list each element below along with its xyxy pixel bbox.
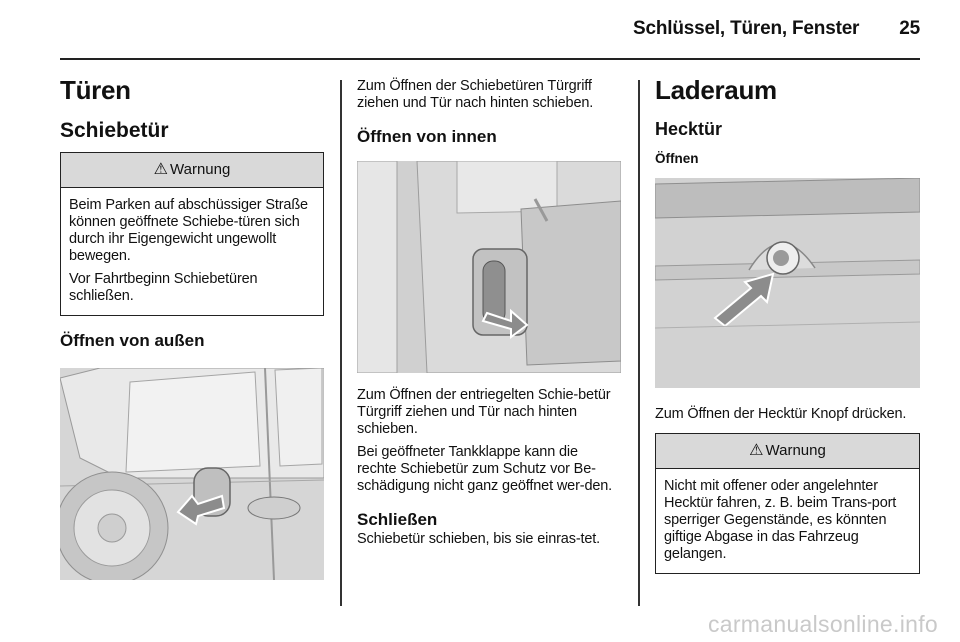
subsection-title-sliding-door: Schiebetür	[60, 119, 169, 142]
tailgate-button-drawing	[655, 178, 920, 388]
header-title: Schlüssel, Türen, Fenster	[633, 18, 860, 39]
running-header	[0, 18, 920, 40]
column-1	[60, 74, 324, 580]
page-number: 25	[899, 18, 920, 39]
warning-body	[61, 188, 323, 315]
warning-text: Beim Parken auf abschüssiger Straße können geöffnete Schiebe-türen sich durch ihr Eigengewicht ungewollt bewegen.	[69, 197, 308, 264]
paragraph: Zum Öffnen der Schiebetüren Türgriff ziehen und Tür nach hinten schieben.	[357, 78, 594, 111]
watermark: carmanualsonline.info	[707, 611, 938, 637]
paragraph: Zum Öffnen der Hecktür Knopf drücken.	[655, 406, 907, 422]
warning-title: Warnung	[765, 442, 826, 459]
heading-close: Schließen	[357, 510, 438, 529]
illustration-sliding-door-inside	[357, 161, 621, 373]
heading-open-from-outside: Öffnen von außen	[60, 331, 205, 350]
paragraph: Bei geöffneter Tankklappe kann die rechte Schiebetür zum Schutz vor Be-schädigung nicht ganz geöffnet wer-den.	[357, 444, 613, 494]
illustration-tailgate-button	[655, 178, 920, 388]
sliding-door-exterior-drawing	[60, 368, 324, 580]
warning-body	[656, 469, 919, 573]
paragraph: Zum Öffnen der entriegelten Schie-betür Türgriff ziehen und Tür nach hinten schieben.	[357, 387, 611, 437]
section-title-cargo: Laderaum	[655, 75, 777, 105]
warning-header	[656, 434, 919, 469]
warning-text: Vor Fahrtbeginn Schiebetüren schließen.	[69, 271, 258, 304]
warning-triangle-icon: ⚠	[749, 442, 764, 459]
heading-opening: Öffnen	[655, 151, 699, 166]
warning-box	[655, 433, 920, 574]
column-2	[357, 74, 621, 548]
header-rule	[60, 58, 920, 60]
section-title-doors: Türen	[60, 75, 131, 105]
warning-title: Warnung	[170, 161, 231, 178]
paragraph: Schiebetür schieben, bis sie einras-tet.	[357, 531, 601, 547]
column-divider	[638, 80, 640, 606]
illustration-sliding-door-outside	[60, 368, 324, 580]
sliding-door-interior-drawing	[357, 161, 621, 373]
heading-open-from-inside: Öffnen von innen	[357, 127, 497, 146]
column-3	[655, 74, 920, 574]
warning-triangle-icon: ⚠	[153, 161, 169, 178]
subsection-title-tailgate: Hecktür	[655, 119, 723, 139]
column-divider	[340, 80, 342, 606]
warning-header	[61, 153, 323, 188]
warning-text: Nicht mit offener oder angelehnter Hecktür fahren, z. B. beim Trans-port sperriger Gegenstände, es könnten giftige Abgase in das Fahrzeug gelangen.	[664, 478, 897, 562]
warning-box	[60, 152, 324, 316]
